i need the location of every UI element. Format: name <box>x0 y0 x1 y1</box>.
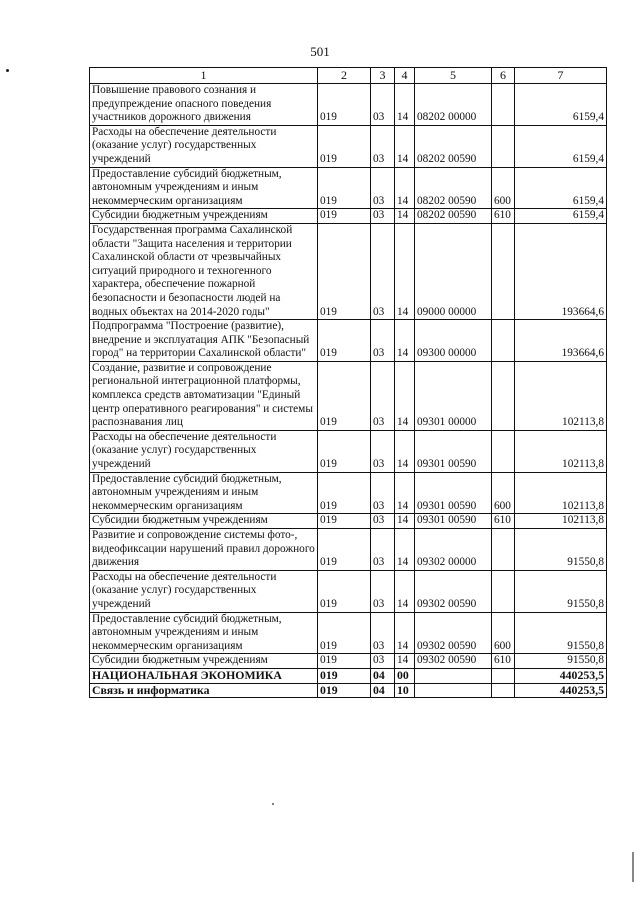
row-subsection-code: 14 <box>395 472 415 514</box>
row-subsection-code: 14 <box>395 612 415 654</box>
header-cell-3: 3 <box>371 68 395 84</box>
row-subsection-code: 14 <box>395 125 415 167</box>
row-description: Субсидии бюджетным учреждениям <box>90 514 318 529</box>
table-row <box>90 529 607 571</box>
row-expense-type-code: 610 <box>492 654 515 669</box>
table-row <box>90 570 607 612</box>
row-description: Связь и информатика <box>90 683 318 698</box>
table-row <box>90 125 607 167</box>
row-description: НАЦИОНАЛЬНАЯ ЭКОНОМИКА <box>90 668 318 683</box>
row-target-code: 08202 00590 <box>415 209 492 224</box>
row-expense-type-code: 600 <box>492 612 515 654</box>
header-cell-5: 5 <box>415 68 492 84</box>
row-description: Развитие и сопровождение системы фото-, видеофиксации нарушений правил дорожного движения <box>90 529 318 571</box>
row-ministry-code: 019 <box>318 125 371 167</box>
row-section-code: 03 <box>371 654 395 669</box>
row-amount: 440253,5 <box>515 668 607 683</box>
row-ministry-code: 019 <box>318 472 371 514</box>
row-section-code: 04 <box>371 683 395 698</box>
row-ministry-code: 019 <box>318 167 371 209</box>
row-section-code: 03 <box>371 167 395 209</box>
row-target-code: 09301 00590 <box>415 514 492 529</box>
table-body <box>90 84 607 698</box>
row-target-code: 08202 00590 <box>415 125 492 167</box>
row-amount: 102113,8 <box>515 514 607 529</box>
budget-table <box>89 67 607 698</box>
table-row <box>90 167 607 209</box>
table-row <box>90 472 607 514</box>
scan-edge-mark <box>632 852 634 882</box>
table-row <box>90 430 607 472</box>
table-row <box>90 683 607 698</box>
row-amount: 102113,8 <box>515 361 607 430</box>
row-ministry-code: 019 <box>318 612 371 654</box>
row-expense-type-code <box>492 125 515 167</box>
header-cell-6: 6 <box>492 68 515 84</box>
row-subsection-code: 14 <box>395 430 415 472</box>
row-target-code <box>415 683 492 698</box>
row-amount: 6159,4 <box>515 125 607 167</box>
row-ministry-code: 019 <box>318 430 371 472</box>
row-ministry-code: 019 <box>318 84 371 126</box>
table-row <box>90 209 607 224</box>
row-subsection-code: 14 <box>395 570 415 612</box>
header-cell-4: 4 <box>395 68 415 84</box>
table-row <box>90 84 607 126</box>
row-description: Государственная программа Сахалинской области "Защита населения и территории Сахалинской области от чрезвычайных ситуаций природного и техногенного характера, обеспечение пожарной безопасности и безопасности людей на водных объектах на 2014-2020 годы" <box>90 223 318 319</box>
row-section-code: 03 <box>371 472 395 514</box>
margin-mark <box>6 69 9 72</box>
row-section-code: 03 <box>371 612 395 654</box>
row-ministry-code: 019 <box>318 514 371 529</box>
row-description: Расходы на обеспечение деятельности (оказание услуг) государственных учреждений <box>90 430 318 472</box>
row-section-code: 03 <box>371 84 395 126</box>
row-expense-type-code <box>492 668 515 683</box>
row-amount: 91550,8 <box>515 529 607 571</box>
row-ministry-code: 019 <box>318 320 371 362</box>
row-description: Субсидии бюджетным учреждениям <box>90 654 318 669</box>
row-target-code: 09302 00590 <box>415 654 492 669</box>
row-expense-type-code <box>492 223 515 319</box>
header-cell-1: 1 <box>90 68 318 84</box>
row-description: Расходы на обеспечение деятельности (оказание услуг) государственных учреждений <box>90 570 318 612</box>
row-target-code: 09301 00590 <box>415 430 492 472</box>
row-expense-type-code: 600 <box>492 472 515 514</box>
row-description: Создание, развитие и сопровождение региональной интеграционной платформы, комплекса средств автоматизации "Единый центр оперативного реагирования" и системы распознавания лиц <box>90 361 318 430</box>
row-ministry-code: 019 <box>318 223 371 319</box>
row-section-code: 03 <box>371 514 395 529</box>
row-amount: 102113,8 <box>515 472 607 514</box>
row-section-code: 03 <box>371 125 395 167</box>
row-section-code: 03 <box>371 430 395 472</box>
row-target-code: 09300 00000 <box>415 320 492 362</box>
row-amount: 6159,4 <box>515 84 607 126</box>
row-expense-type-code <box>492 430 515 472</box>
table-row <box>90 654 607 669</box>
row-subsection-code: 14 <box>395 361 415 430</box>
row-amount: 102113,8 <box>515 430 607 472</box>
row-subsection-code: 00 <box>395 668 415 683</box>
row-subsection-code: 14 <box>395 529 415 571</box>
row-subsection-code: 14 <box>395 209 415 224</box>
row-ministry-code: 019 <box>318 209 371 224</box>
table-row <box>90 223 607 319</box>
row-amount: 91550,8 <box>515 570 607 612</box>
row-subsection-code: 10 <box>395 683 415 698</box>
row-section-code: 03 <box>371 529 395 571</box>
row-ministry-code: 019 <box>318 654 371 669</box>
row-amount: 91550,8 <box>515 612 607 654</box>
header-cell-7: 7 <box>515 68 607 84</box>
table-row <box>90 668 607 683</box>
row-section-code: 03 <box>371 320 395 362</box>
table-row <box>90 514 607 529</box>
scan-speck <box>272 803 274 805</box>
row-amount: 6159,4 <box>515 167 607 209</box>
row-expense-type-code <box>492 361 515 430</box>
row-target-code <box>415 668 492 683</box>
row-ministry-code: 019 <box>318 361 371 430</box>
row-subsection-code: 14 <box>395 84 415 126</box>
row-description: Предоставление субсидий бюджетным, автономным учреждениям и иным некоммерческим организациям <box>90 472 318 514</box>
row-expense-type-code <box>492 320 515 362</box>
table-row <box>90 361 607 430</box>
row-amount: 193664,6 <box>515 223 607 319</box>
row-expense-type-code: 610 <box>492 514 515 529</box>
row-target-code: 09301 00590 <box>415 472 492 514</box>
row-amount: 440253,5 <box>515 683 607 698</box>
row-target-code: 08202 00000 <box>415 84 492 126</box>
row-target-code: 09302 00000 <box>415 529 492 571</box>
row-description: Субсидии бюджетным учреждениям <box>90 209 318 224</box>
row-target-code: 09302 00590 <box>415 570 492 612</box>
table-row <box>90 320 607 362</box>
row-amount: 91550,8 <box>515 654 607 669</box>
row-description: Расходы на обеспечение деятельности (оказание услуг) государственных учреждений <box>90 125 318 167</box>
page-number: 501 <box>310 44 330 59</box>
row-amount: 6159,4 <box>515 209 607 224</box>
row-expense-type-code: 600 <box>492 167 515 209</box>
row-amount: 193664,6 <box>515 320 607 362</box>
row-expense-type-code <box>492 570 515 612</box>
row-section-code: 03 <box>371 570 395 612</box>
table-row <box>90 612 607 654</box>
row-section-code: 03 <box>371 209 395 224</box>
row-expense-type-code <box>492 683 515 698</box>
row-ministry-code: 019 <box>318 529 371 571</box>
row-expense-type-code <box>492 529 515 571</box>
row-target-code: 08202 00590 <box>415 167 492 209</box>
row-description: Подпрограмма "Построение (развитие), внедрение и эксплуатация АПК "Безопасный город" на территории Сахалинской области" <box>90 320 318 362</box>
row-subsection-code: 14 <box>395 320 415 362</box>
row-target-code: 09301 00000 <box>415 361 492 430</box>
row-section-code: 03 <box>371 223 395 319</box>
row-expense-type-code <box>492 84 515 126</box>
table-header-row <box>90 68 607 84</box>
row-ministry-code: 019 <box>318 668 371 683</box>
row-expense-type-code: 610 <box>492 209 515 224</box>
row-section-code: 03 <box>371 361 395 430</box>
row-ministry-code: 019 <box>318 683 371 698</box>
row-description: Предоставление субсидий бюджетным, автономным учреждениям и иным некоммерческим организациям <box>90 612 318 654</box>
row-section-code: 04 <box>371 668 395 683</box>
row-subsection-code: 14 <box>395 223 415 319</box>
row-subsection-code: 14 <box>395 514 415 529</box>
row-target-code: 09302 00590 <box>415 612 492 654</box>
row-subsection-code: 14 <box>395 654 415 669</box>
row-ministry-code: 019 <box>318 570 371 612</box>
row-description: Повышение правового сознания и предупреждение опасного поведения участников дорожного движения <box>90 84 318 126</box>
row-target-code: 09000 00000 <box>415 223 492 319</box>
row-description: Предоставление субсидий бюджетным, автономным учреждениям и иным некоммерческим организациям <box>90 167 318 209</box>
header-cell-2: 2 <box>318 68 371 84</box>
row-subsection-code: 14 <box>395 167 415 209</box>
